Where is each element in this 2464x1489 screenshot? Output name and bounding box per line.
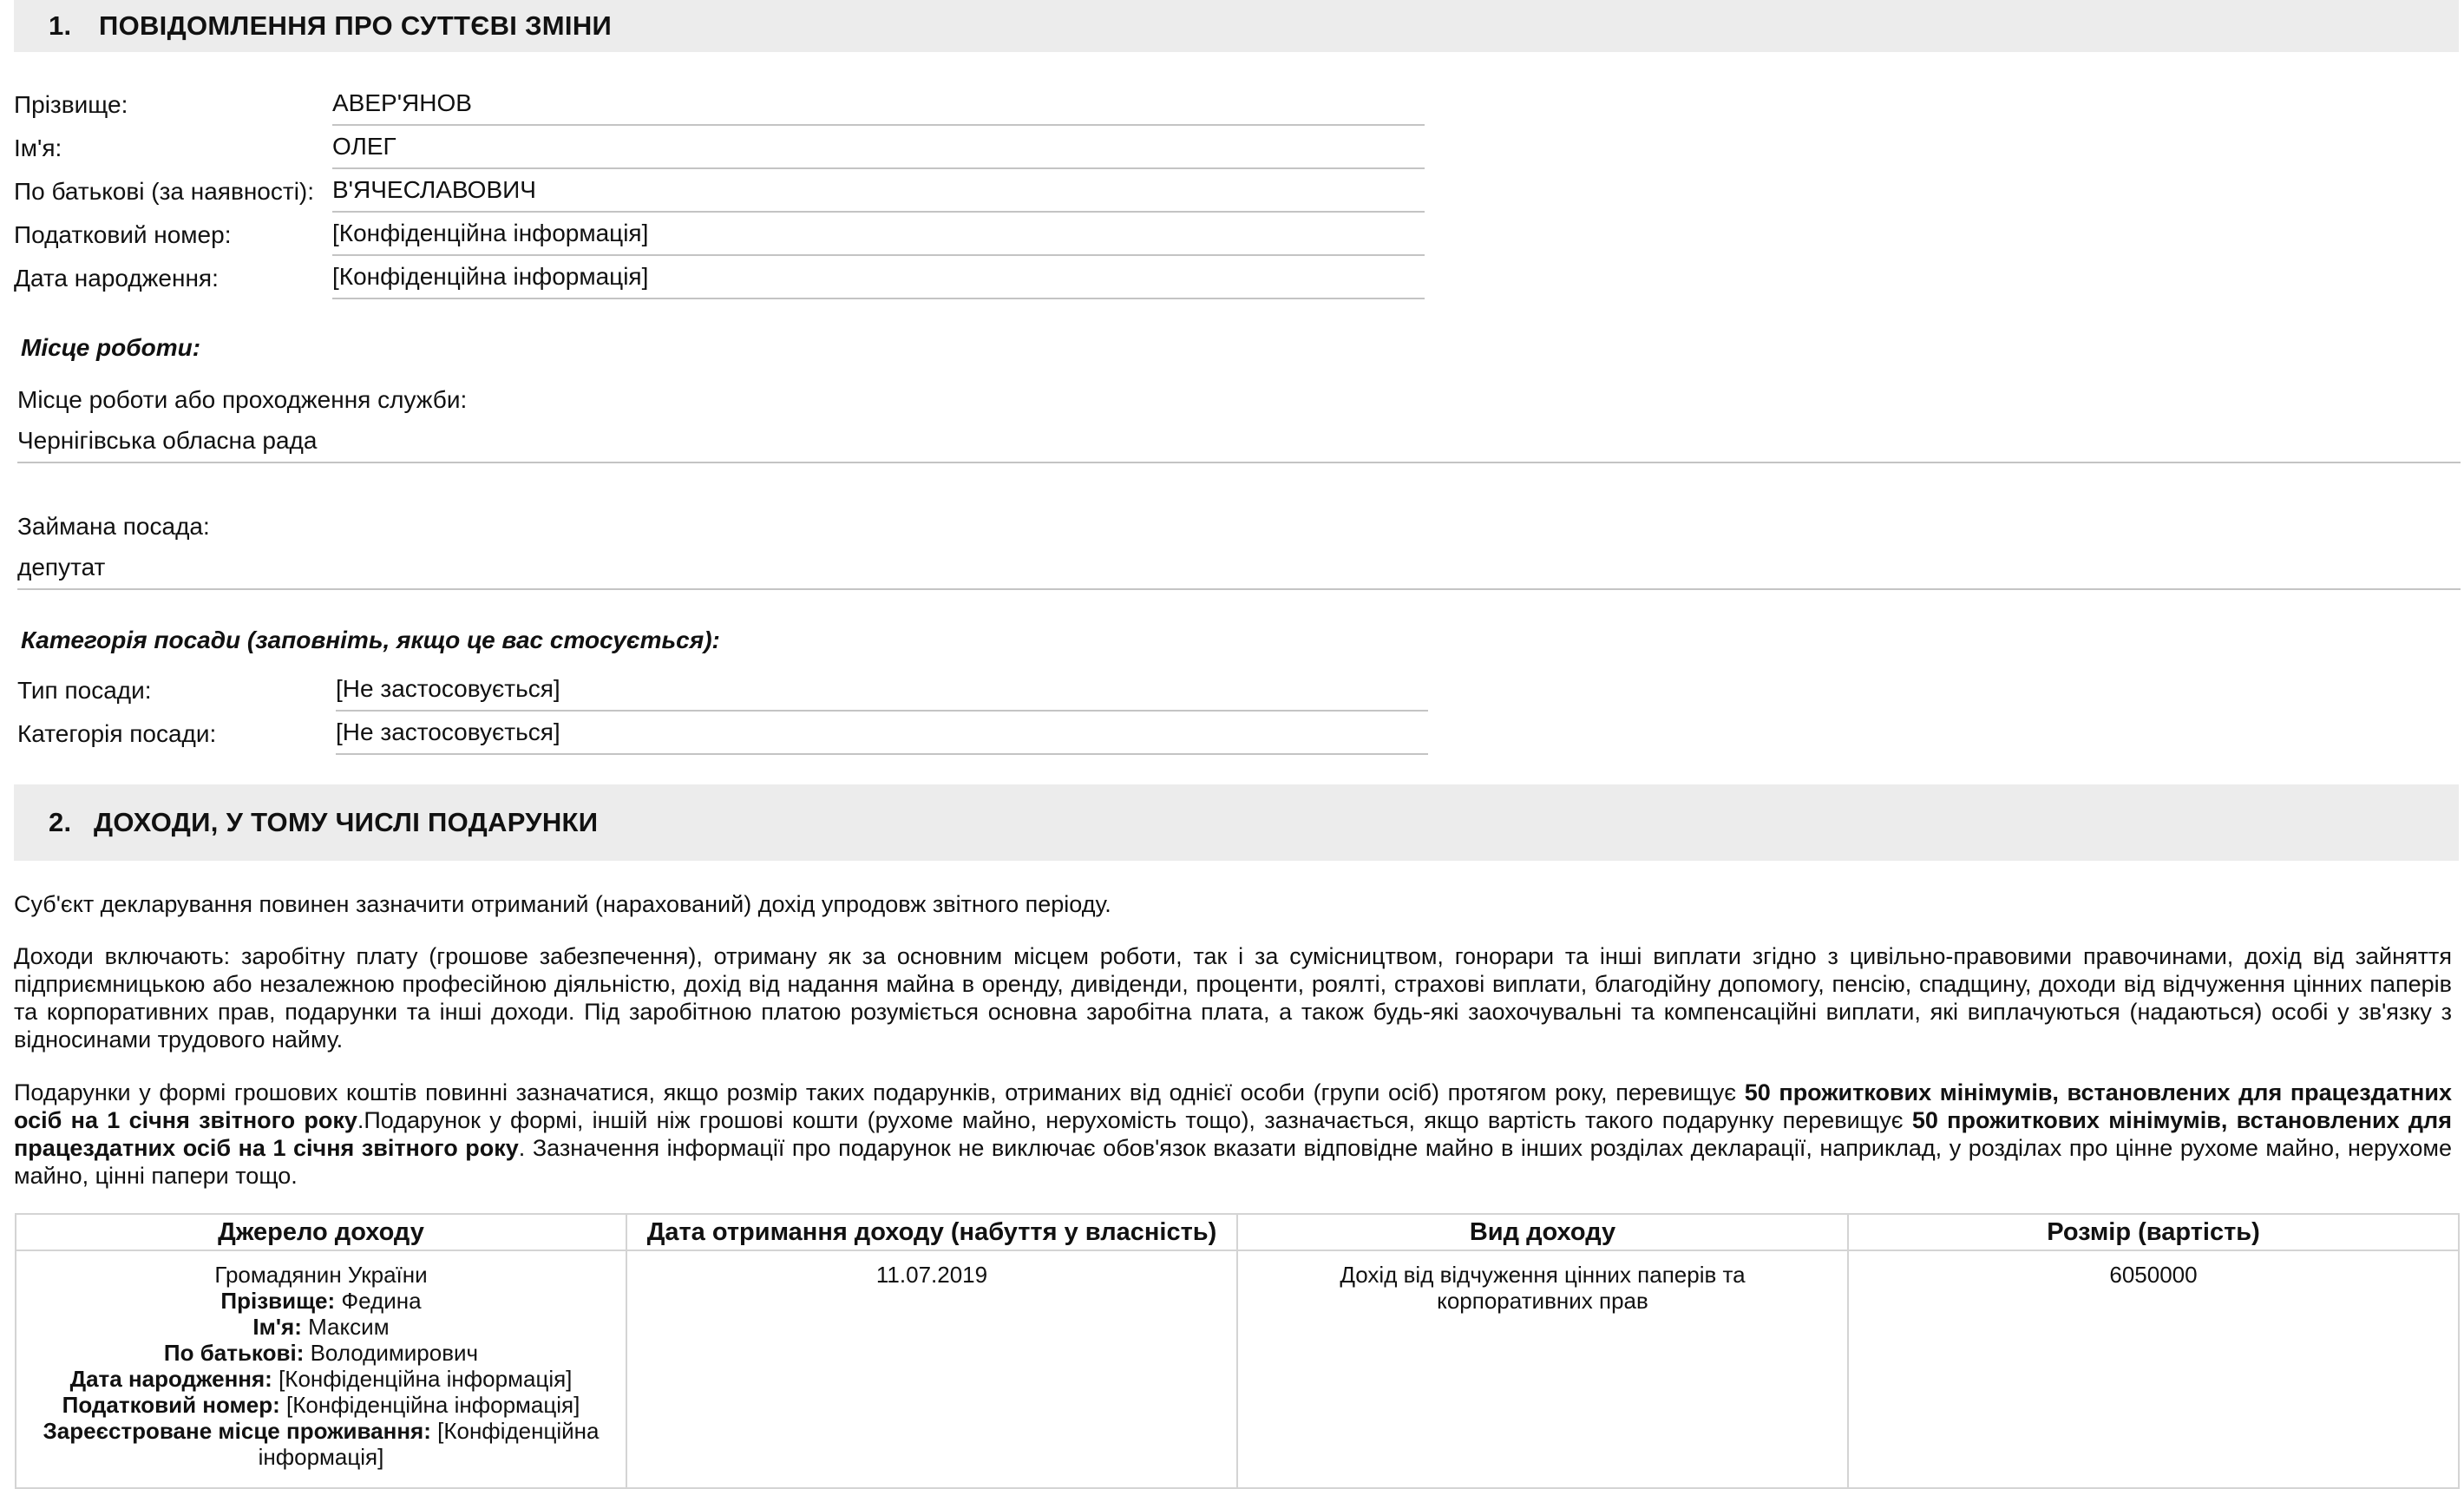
section-2-title: ДОХОДИ, У ТОМУ ЧИСЛІ ПОДАРУНКИ [94,807,599,837]
birth-date-value: [Конфіденційна інформація] [332,256,1425,299]
position-category-row [17,712,1428,755]
category-heading: Категорія посади (заповніть, якщо це вас стосується): [21,626,720,653]
surname-value: АВЕР'ЯНОВ [332,82,1425,126]
birth-date-row [14,256,1425,299]
section-1-header [14,0,2459,52]
header-income-amount: Розмір (вартість) [1848,1214,2459,1250]
work-heading: Місце роботи: [21,334,201,361]
income-amount-cell: 6050000 [1848,1250,2459,1488]
tax-number-row [14,213,1425,256]
source-type: Громадянин України [214,1262,428,1288]
name-label: Ім'я: [14,134,62,161]
source-patronymic-line: По батькові: Володимирович [163,1340,479,1366]
name-row [14,126,1425,169]
gifts-threshold-1: 50 прожиткових мінімумів, встановлених для працездатних осіб на 1 січня звітного року [14,1079,2452,1133]
header-income-source: Джерело доходу [16,1214,626,1250]
tax-number-label: Податковий номер: [14,221,232,248]
source-tax-line: Податковий номер: [Конфіденційна інформація] [62,1392,580,1418]
section-1-title: ПОВІДОМЛЕННЯ ПРО СУТТЄВІ ЗМІНИ [99,10,613,41]
income-definition-paragraph: Доходи включають: заробітну плату (грошове забезпечення), отриману як за основним місцем роботи, так і за сумісництвом, гонорари та інші виплати згідно з цивільно-правовими правочинами, дохід від зайняття підприємницькою або незалежною професійною діяльністю, дохід від надання майна в оренду, дивіденди, проценти, роялті, страхові виплати, благодійну допомогу, пенсію, спадщину, доходи від відчуження цінних паперів та корпоративних прав, подарунки та інші доходи. Під заробітною платою розуміється основна заробітна плата, а також будь-які заохочувальні та компенсаційні виплати, які виплачуються (надаються) особі у зв'язку з відносинами трудового найму. [14,943,2452,1053]
gifts-text-2: .Подарунок у формі, іншій ніж грошові кошти (рухоме майно, нерухомість тощо), зазначається, якщо вартість такого подарунку перевищує [357,1107,1912,1133]
source-surname-line: Прізвище: Федина [220,1288,422,1314]
income-kind-cell: Дохід від відчуження цінних паперів та корпоративних прав [1237,1250,1848,1488]
position-label: Займана посада: [17,513,210,540]
source-residence-line: Зареєстроване місце проживання: [Конфіденційна [43,1418,600,1444]
income-source-cell [16,1250,626,1488]
source-birth-line: Дата народження: [Конфіденційна інформація] [69,1366,573,1392]
patronymic-row [14,169,1425,213]
income-table-header-row [16,1214,2459,1250]
position-category-value: [Не застосовується] [336,712,1428,755]
position-type-row [17,668,1428,712]
birth-date-label: Дата народження: [14,265,219,292]
section-1-number: 1. [49,10,72,41]
work-place-label: Місце роботи або проходження служби: [17,386,468,413]
section-2-number: 2. [49,807,72,837]
source-residence-cont: інформація] [258,1444,384,1470]
gifts-paragraph [14,1079,2452,1190]
income-table [15,1213,2460,1489]
position-type-value: [Не застосовується] [336,668,1428,712]
position-type-label: Тип посади: [17,677,152,704]
header-income-date: Дата отримання доходу (набуття у власність) [626,1214,1237,1250]
patronymic-value: В'ЯЧЕСЛАВОВИЧ [332,169,1425,213]
tax-number-value: [Конфіденційна інформація] [332,213,1425,256]
position-category-label: Категорія посади: [17,720,217,747]
income-date-cell: 11.07.2019 [626,1250,1237,1488]
gifts-text-3: . Зазначення інформації про подарунок не виключає обов'язок вказати відповідне майно в інших розділах декларації, наприклад, у розділах про цінне рухоме майно, нерухоме майно, цінні папери тощо. [14,1135,2452,1189]
income-intro-paragraph: Суб'єкт декларування повинен зазначити отриманий (нарахований) дохід упродовж звітного періоду. [14,891,1111,917]
name-value: ОЛЕГ [332,126,1425,169]
section-2-header [14,784,2459,861]
gifts-text-1: Подарунки у формі грошових коштів повинні зазначатися, якщо розмір таких подарунків, отриманих від однієї особи (групи осіб) протягом року, перевищує [14,1079,1745,1105]
header-income-kind: Вид доходу [1237,1214,1848,1250]
work-place-value: Чернігівська обласна рада [17,420,2461,463]
patronymic-label: По батькові (за наявності): [14,178,315,205]
surname-label: Прізвище: [14,91,128,118]
table-row [16,1250,2459,1488]
gifts-threshold-2: 50 прожиткових мінімумів, встановлених для працездатних осіб на 1 січня звітного року [14,1107,2452,1161]
position-value: депутат [17,547,2461,590]
source-name-line: Ім'я: Максим [252,1314,390,1340]
surname-row [14,82,1425,126]
